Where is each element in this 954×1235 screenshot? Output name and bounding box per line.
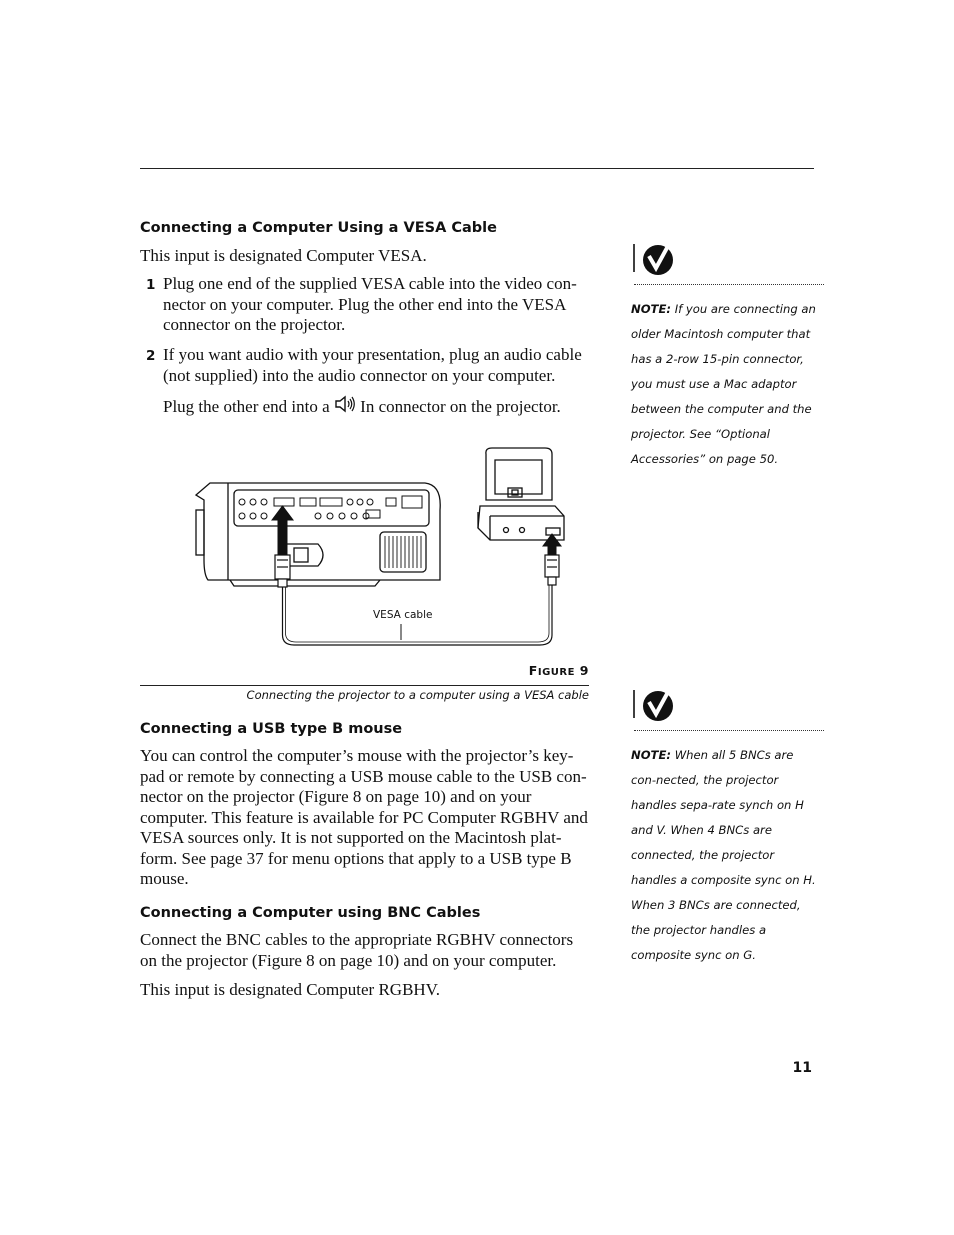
step-number: 2 — [146, 348, 156, 364]
note-text: When all 5 BNCs are con-nected, the projector handles sepa-rate synch on H and V. When 4 BNCs are connected, the projector handles a composite sync on H. When 3 BNCs are connected, the projector handles a composite sync on G. — [631, 748, 816, 962]
note-checkmark-icon — [632, 242, 674, 276]
step-text: If you want audio with your presentation, plug an audio cable (not supplied) into the audio connector on your computer. — [163, 345, 582, 385]
bnc-paragraph: Connect the BNC cables to the appropriate RGBHV connectors on the projector (Figure 8 on page 10) and on your computer. — [140, 930, 574, 970]
note-2 — [631, 743, 819, 968]
step2b-post: In connector on the projector. — [360, 397, 561, 416]
usb-paragraph: You can control the computer’s mouse with the projector’s key-pad or remote by connecting a USB mouse cable to the USB con-nector on the projector (Figure 8 on page 10) and on your computer. This feature is available for PC Computer RGBHV and VESA sources only. It is not supported on the Macintosh plat-form. See page 37 for menu options that apply to a USB type B mouse. — [140, 746, 588, 888]
computer — [478, 448, 564, 540]
vesa-cable-label: VESA cable — [373, 609, 433, 621]
step-2-continued — [163, 395, 593, 418]
note-1 — [631, 297, 819, 472]
note-divider — [634, 284, 824, 285]
vesa-plug-right — [545, 555, 559, 585]
vesa-plug-left — [275, 555, 290, 587]
note-label: NOTE: — [631, 302, 672, 316]
heading-vesa: Connecting a Computer Using a VESA Cable — [140, 220, 497, 236]
step2b-pre: Plug the other end into a — [163, 397, 330, 416]
projector — [196, 483, 440, 586]
note-text: If you are connecting an older Macintosh computer that has a 2-row 15-pin connector, you must use a Mac adaptor between the computer and the projector. See “Optional Accessories” on page 50. — [631, 302, 816, 466]
bnc-designation: This input is designated Computer RGBHV. — [140, 980, 441, 999]
figure-label-prefix: F — [528, 663, 538, 678]
figure-label-rest: IGURE — [537, 667, 575, 678]
note-label: NOTE: — [631, 748, 672, 762]
header-rule — [140, 168, 814, 169]
figure-rule — [140, 685, 589, 686]
heading-usb: Connecting a USB type B mouse — [140, 721, 403, 737]
step-number: 1 — [146, 277, 156, 293]
page-number: 11 — [792, 1060, 812, 1076]
figure-label — [529, 663, 589, 678]
intro-vesa: This input is designated Computer VESA. — [140, 246, 427, 265]
note-divider — [634, 730, 824, 731]
projector-computer-diagram — [190, 440, 580, 655]
figure-9-illustration — [190, 440, 580, 655]
heading-bnc: Connecting a Computer using BNC Cables — [140, 905, 481, 921]
step-text: Plug one end of the supplied VESA cable into the video con-nector on your computer. Plug the other end into the VESA connector on the projector. — [163, 274, 577, 334]
arrow-up-icon — [272, 506, 293, 558]
note-checkmark-icon — [632, 688, 674, 722]
audio-speaker-icon — [334, 395, 356, 413]
figure-caption: Connecting the projector to a computer using a VESA cable — [246, 688, 589, 702]
figure-number: 9 — [579, 663, 589, 678]
